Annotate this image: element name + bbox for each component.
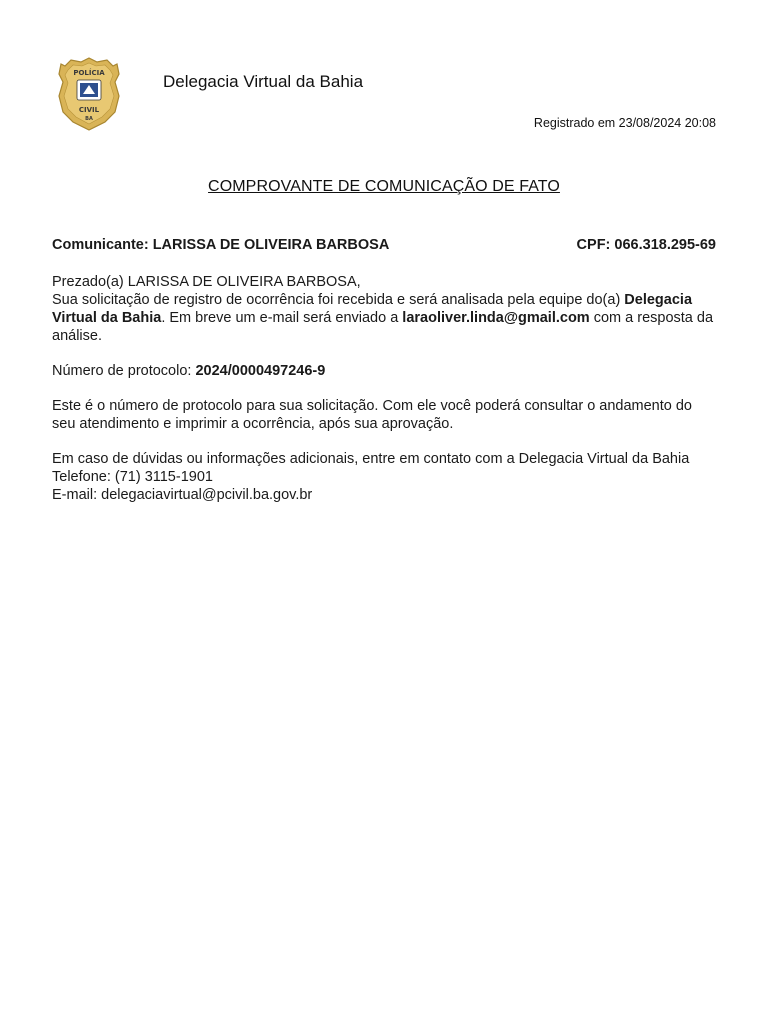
contact-email: E-mail: delegaciavirtual@pcivil.ba.gov.br <box>52 487 313 503</box>
badge-text-state: BA <box>85 116 93 122</box>
protocol-number: 2024/0000497246-9 <box>195 363 326 379</box>
p1-text-a: Sua solicitação de registro de ocorrência foi recebida e será analisada pela equipe do(a) <box>52 292 625 308</box>
cpf-info <box>577 237 716 253</box>
p1-text-e: com a resposta da análise. <box>52 310 714 344</box>
badge-text-top: POLÍCIA <box>73 69 105 77</box>
registered-timestamp: Registrado em 23/08/2024 20:08 <box>533 116 716 130</box>
paragraph-protocol-info: Este é o número de protocolo para sua solicitação. Com ele você poderá consultar o andamento do seu atendimento e imprimir a ocorrência, após sua aprovação. <box>52 398 692 432</box>
org-name: Delegacia Virtual da Bahia <box>163 72 364 91</box>
communicant-row <box>52 237 716 253</box>
communicant-name: LARISSA DE OLIVEIRA BARBOSA <box>152 237 390 253</box>
document-title: COMPROVANTE DE COMUNICAÇÃO DE FATO <box>208 178 560 195</box>
cpf-label: CPF: <box>576 237 615 253</box>
protocol-label: Número de protocolo: <box>52 363 196 379</box>
protocol-line <box>52 362 718 380</box>
cpf-value: 066.318.295-69 <box>614 237 716 253</box>
badge-text-bottom: CIVIL <box>78 106 100 114</box>
communicant-label: Comunicante: <box>52 237 153 253</box>
policia-civil-badge-icon <box>57 56 121 132</box>
delegacia-name: Delegacia Virtual da Bahia <box>52 292 693 326</box>
p1-text-c: . Em breve um e-mail será enviado a <box>161 310 403 326</box>
paragraph-contact: Em caso de dúvidas ou informações adicionais, entre em contato com a Delegacia Virtual da Bahia <box>52 451 690 467</box>
letter-body <box>52 273 718 504</box>
paragraph-request <box>52 291 718 345</box>
recipient-email: laraoliver.linda@gmail.com <box>402 310 590 326</box>
contact-phone: Telefone: (71) 3115-1901 <box>52 469 213 485</box>
communicant-info <box>52 237 389 253</box>
greeting: Prezado(a) LARISSA DE OLIVEIRA BARBOSA, <box>52 274 361 290</box>
